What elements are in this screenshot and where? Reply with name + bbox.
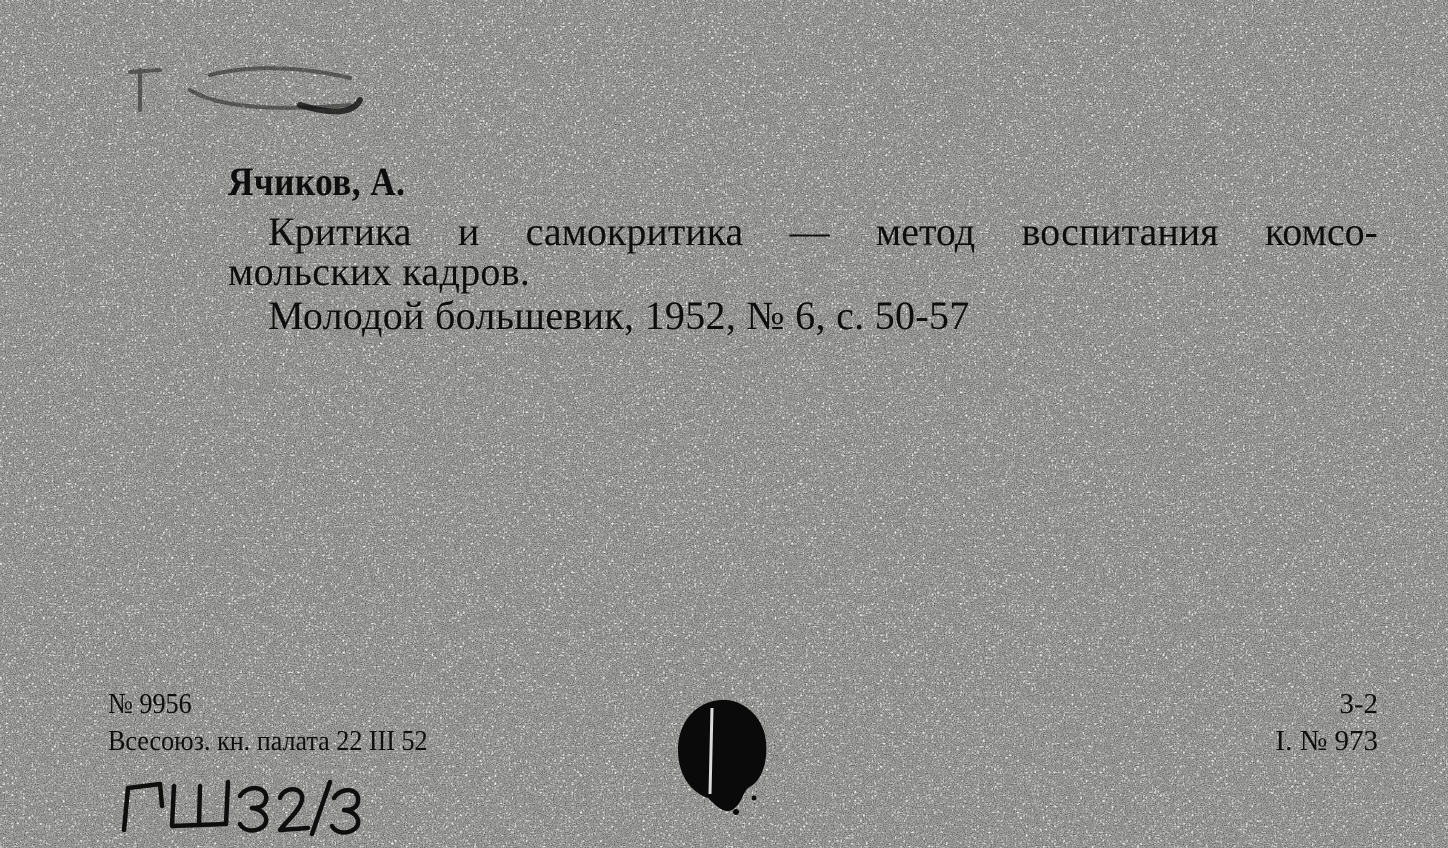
title-word: —: [789, 209, 830, 254]
record-number: № 9956: [108, 688, 192, 720]
title-word: Критика: [268, 209, 412, 254]
series-number: I. № 973: [1275, 725, 1378, 757]
punched-hole-icon: [672, 694, 772, 819]
title-word: воспитания: [1021, 209, 1219, 254]
title-word: метод: [875, 209, 976, 254]
title-word: самокритика: [525, 209, 744, 254]
index-code: 3-2: [1339, 688, 1378, 720]
source-citation: Молодой большевик, 1952, № 6, с. 50-57: [268, 293, 970, 338]
book-chamber-line: Всесоюз. кн. палата 22 III 52: [108, 725, 428, 757]
title-line-1: [268, 209, 1378, 254]
title-word: и: [457, 209, 480, 254]
title-word: комсо-: [1264, 209, 1378, 254]
author-name: Ячиков, А.: [228, 159, 406, 204]
faded-stamp-marks: [120, 30, 390, 120]
title-line-2: мольских кадров.: [228, 249, 531, 294]
handwritten-shelfmark: [108, 768, 388, 838]
